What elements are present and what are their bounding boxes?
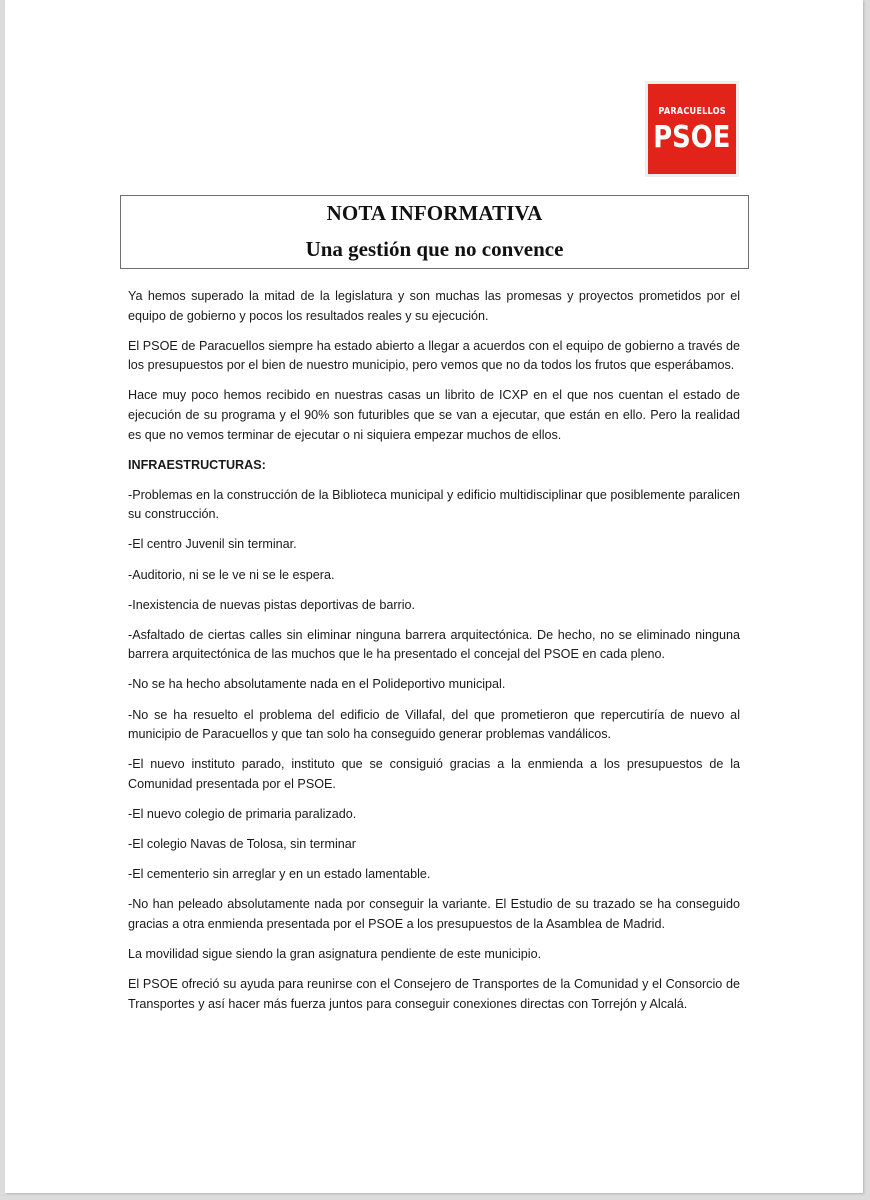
intro-paragraph-3: Hace muy poco hemos recibido en nuestras casas un librito de ICXP en el que nos cuentan el estado de ejecución de su programa y el 90% son futuribles que se van a ejecutar, que están en ello. Pero la realidad es que no vemos terminar de ejecutar o ni siquiera empezar muchos de ellos. — [128, 388, 740, 442]
infra-item: -El colegio Navas de Tolosa, sin terminar — [128, 836, 356, 851]
psoe-paracuellos-logo — [645, 81, 739, 177]
document-body — [128, 287, 740, 1025]
infra-item: -Inexistencia de nuevas pistas deportivas de barrio. — [128, 597, 416, 612]
logo-top-text: PARACUELLOS — [658, 106, 726, 117]
infra-item: -El nuevo colegio de primaria paralizado. — [128, 806, 357, 821]
infra-item: -No se ha hecho absolutamente nada en el Polideportivo municipal. — [128, 677, 506, 692]
document-page — [5, 0, 863, 1193]
closing-paragraph-2: El PSOE ofreció su ayuda para reunirse con el Consejero de Transportes de la Comunidad y el Consorcio de Transportes y así hacer más fuerza juntos para conseguir conexiones directas con Torrejón y Alcalá. — [128, 976, 740, 1011]
infra-item: -El cementerio sin arreglar y en un estado lamentable. — [128, 867, 431, 882]
closing-paragraph-1: La movilidad sigue siendo la gran asignatura pendiente de este municipio. — [128, 946, 542, 961]
intro-paragraph-1: Ya hemos superado la mitad de la legislatura y son muchas las promesas y proyectos prometidos por el equipo de gobierno y pocos los resultados reales y su ejecución. — [128, 289, 740, 323]
infra-item: -El centro Juvenil sin terminar. — [128, 537, 297, 552]
section-heading-infraestructuras: INFRAESTRUCTURAS: — [128, 457, 266, 472]
infra-item: -Problemas en la construcción de la Biblioteca municipal y edificio multidisciplinar que posiblemente paralicen su construcción. — [128, 487, 740, 522]
document-subtitle: Una gestión que no convence — [305, 237, 564, 261]
infra-item: -Auditorio, ni se le ve ni se le espera. — [128, 567, 335, 582]
title-box — [120, 195, 749, 269]
logo-main-text: PSOE — [653, 120, 731, 155]
logo-red-square — [648, 84, 736, 174]
infra-item: -No se ha resuelto el problema del edificio de Villafal, del que prometieron que repercutiría de nuevo al municipio de Paracuellos y que tan solo ha conseguido generar problemas vandálicos. — [128, 707, 740, 742]
document-title: NOTA INFORMATIVA — [326, 201, 543, 225]
infra-item: -Asfaltado de ciertas calles sin eliminar ninguna barrera arquitectónica. De hecho, no se eliminado ninguna barrera arquitectónica de las muchos que le ha presentado el concejal del PSOE en cada pleno. — [128, 627, 740, 662]
infra-item: -No han peleado absolutamente nada por conseguir la variante. El Estudio de su trazado se ha conseguido gracias a otra enmienda presentada por el PSOE a los presupuestos de la Asamblea de Madrid. — [128, 897, 740, 931]
infra-item: -El nuevo instituto parado, instituto que se consiguió gracias a la enmienda a los presupuestos de la Comunidad presentada por el PSOE. — [128, 757, 740, 791]
intro-paragraph-2: El PSOE de Paracuellos siempre ha estado abierto a llegar a acuerdos con el equipo de gobierno a través de los presupuestos por el bien de nuestro municipio, pero vemos que no da todos los frutos que esperábamos. — [128, 338, 740, 373]
